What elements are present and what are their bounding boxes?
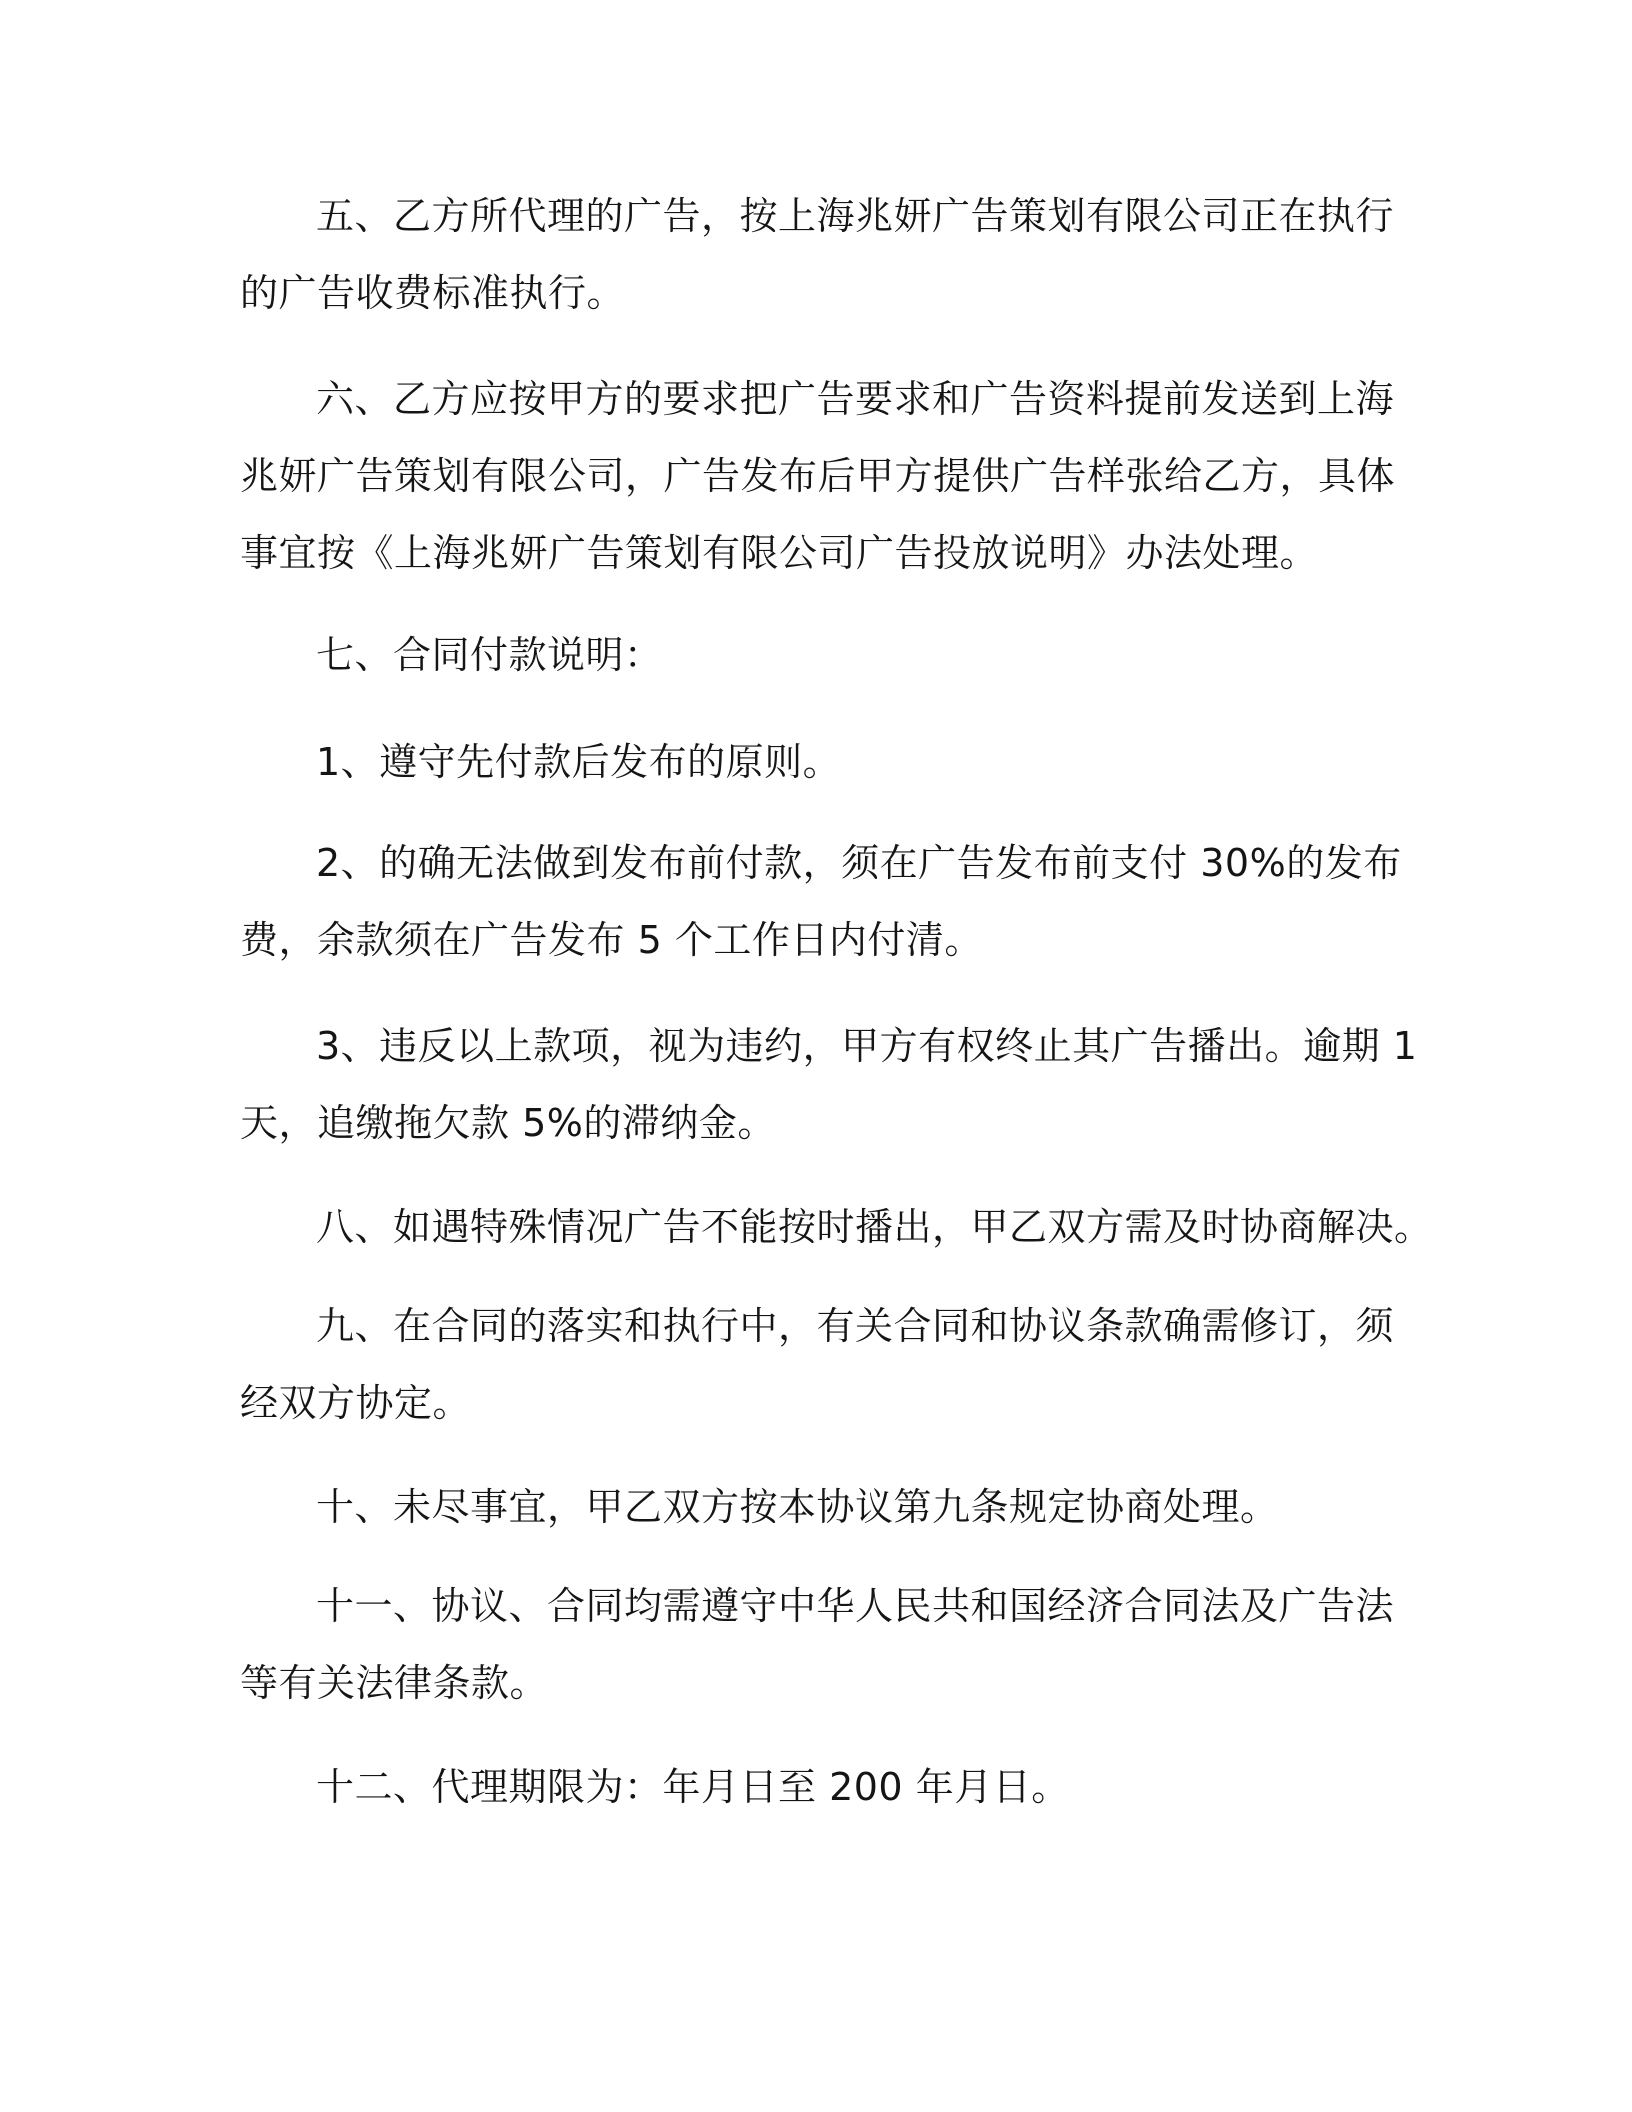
clause-5-paragraph	[240, 178, 1395, 332]
clause-7-2-paragraph	[240, 825, 1402, 979]
clause-9-line-1: 九、在合同的落实和执行中，有关合同和协议条款确需修订，须	[316, 1304, 1395, 1348]
clause-7-1-paragraph	[240, 724, 1370, 801]
clause-7-3-paragraph	[240, 1008, 1418, 1162]
clause-6-paragraph	[240, 361, 1396, 592]
clause-9-paragraph	[240, 1288, 1395, 1442]
clause-8-paragraph	[240, 1189, 1433, 1266]
clause-7-line-1: 七、合同付款说明：	[316, 633, 663, 677]
clause-7-2-line-1: 2、的确无法做到发布前付款，须在广告发布前支付 30%的发布	[316, 841, 1402, 885]
clause-8-line-1: 八、如遇特殊情况广告不能按时播出，甲乙双方需及时协商解决。	[316, 1205, 1433, 1249]
clause-12-line-1: 十二、代理期限为：年月日至 200 年月日。	[316, 1765, 1070, 1809]
clause-11-paragraph	[240, 1568, 1395, 1722]
clause-10-paragraph	[240, 1469, 1370, 1546]
clause-5-line-1: 五、乙方所代理的广告，按上海兆妍广告策划有限公司正在执行	[316, 194, 1395, 238]
clause-11-line-1: 十一、协议、合同均需遵守中华人民共和国经济合同法及广告法	[316, 1584, 1395, 1628]
clause-5-line-2: 的广告收费标准执行。	[240, 271, 626, 315]
clause-6-line-1: 六、乙方应按甲方的要求把广告要求和广告资料提前发送到上海	[316, 377, 1395, 421]
clause-7-2-line-2: 费，余款须在广告发布 5 个工作日内付清。	[240, 918, 983, 962]
clause-6-line-2: 兆妍广告策划有限公司，广告发布后甲方提供广告样张给乙方，具体	[240, 454, 1396, 498]
clause-6-line-3: 事宜按《上海兆妍广告策划有限公司广告投放说明》办法处理。	[240, 531, 1319, 575]
clause-7-paragraph	[240, 617, 1370, 694]
clause-12-paragraph	[240, 1749, 1370, 1826]
clause-10-line-1: 十、未尽事宜，甲乙双方按本协议第九条规定协商处理。	[316, 1485, 1279, 1529]
clause-7-1-line-1: 1、遵守先付款后发布的原则。	[316, 740, 842, 784]
clause-7-3-line-1: 3、违反以上款项，视为违约，甲方有权终止其广告播出。逾期 1	[316, 1024, 1418, 1068]
clause-9-line-2: 经双方协定。	[240, 1381, 472, 1425]
clause-11-line-2: 等有关法律条款。	[240, 1661, 549, 1705]
clause-7-3-line-2: 天，追缴拖欠款 5%的滞纳金。	[240, 1101, 776, 1145]
